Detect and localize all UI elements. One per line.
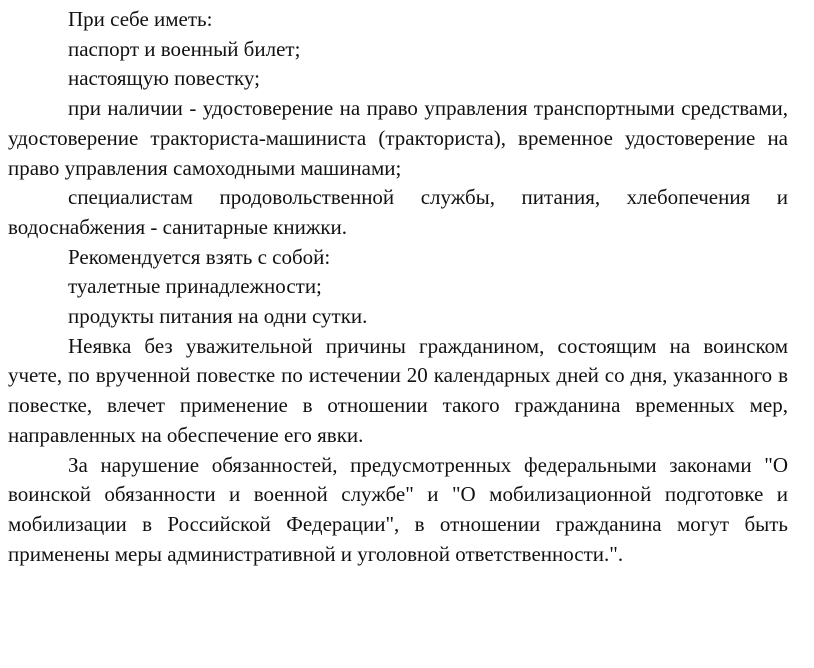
paragraph-toiletries: туалетные принадлежности; (68, 274, 322, 299)
paragraph-recommended: Рекомендуется взять с собой: (68, 244, 331, 269)
paragraph-summons: настоящую повестку; (68, 66, 260, 91)
paragraph-licenses: при наличии - удостоверение на право управления транспортными средствами, удостоверение тракториста-машиниста (тракториста), временное удостоверение на право управления самоходными машинами; (8, 96, 788, 180)
paragraph-liability: За нарушение обязанностей, предусмотренных федеральными законами "О воинской обязанности и военной службе" и "О мобилизационной подготовке и мобилизации в Российской Федерации", в отношении гражданина могут быть применены меры административной и уголовной ответственности.". (8, 452, 788, 566)
paragraph-sanitary-books: специалистам продовольственной службы, питания, хлебопечения и водоснабжения - санитарные книжки. (8, 185, 788, 239)
paragraph-food: продукты питания на одни сутки. (68, 304, 368, 329)
paragraph-no-show: Неявка без уважительной причины гражданином, состоящим на воинском учете, по врученной повестке по истечении 20 календарных дней со дня, указанного в повестке, влечет применение в отношении такого гражданина временных мер, направленных на обеспечение его явки. (8, 333, 788, 447)
document-body (8, 5, 788, 569)
paragraph-passport: паспорт и военный билет; (68, 36, 301, 61)
paragraph-bring-with-you: При себе иметь: (68, 7, 213, 31)
